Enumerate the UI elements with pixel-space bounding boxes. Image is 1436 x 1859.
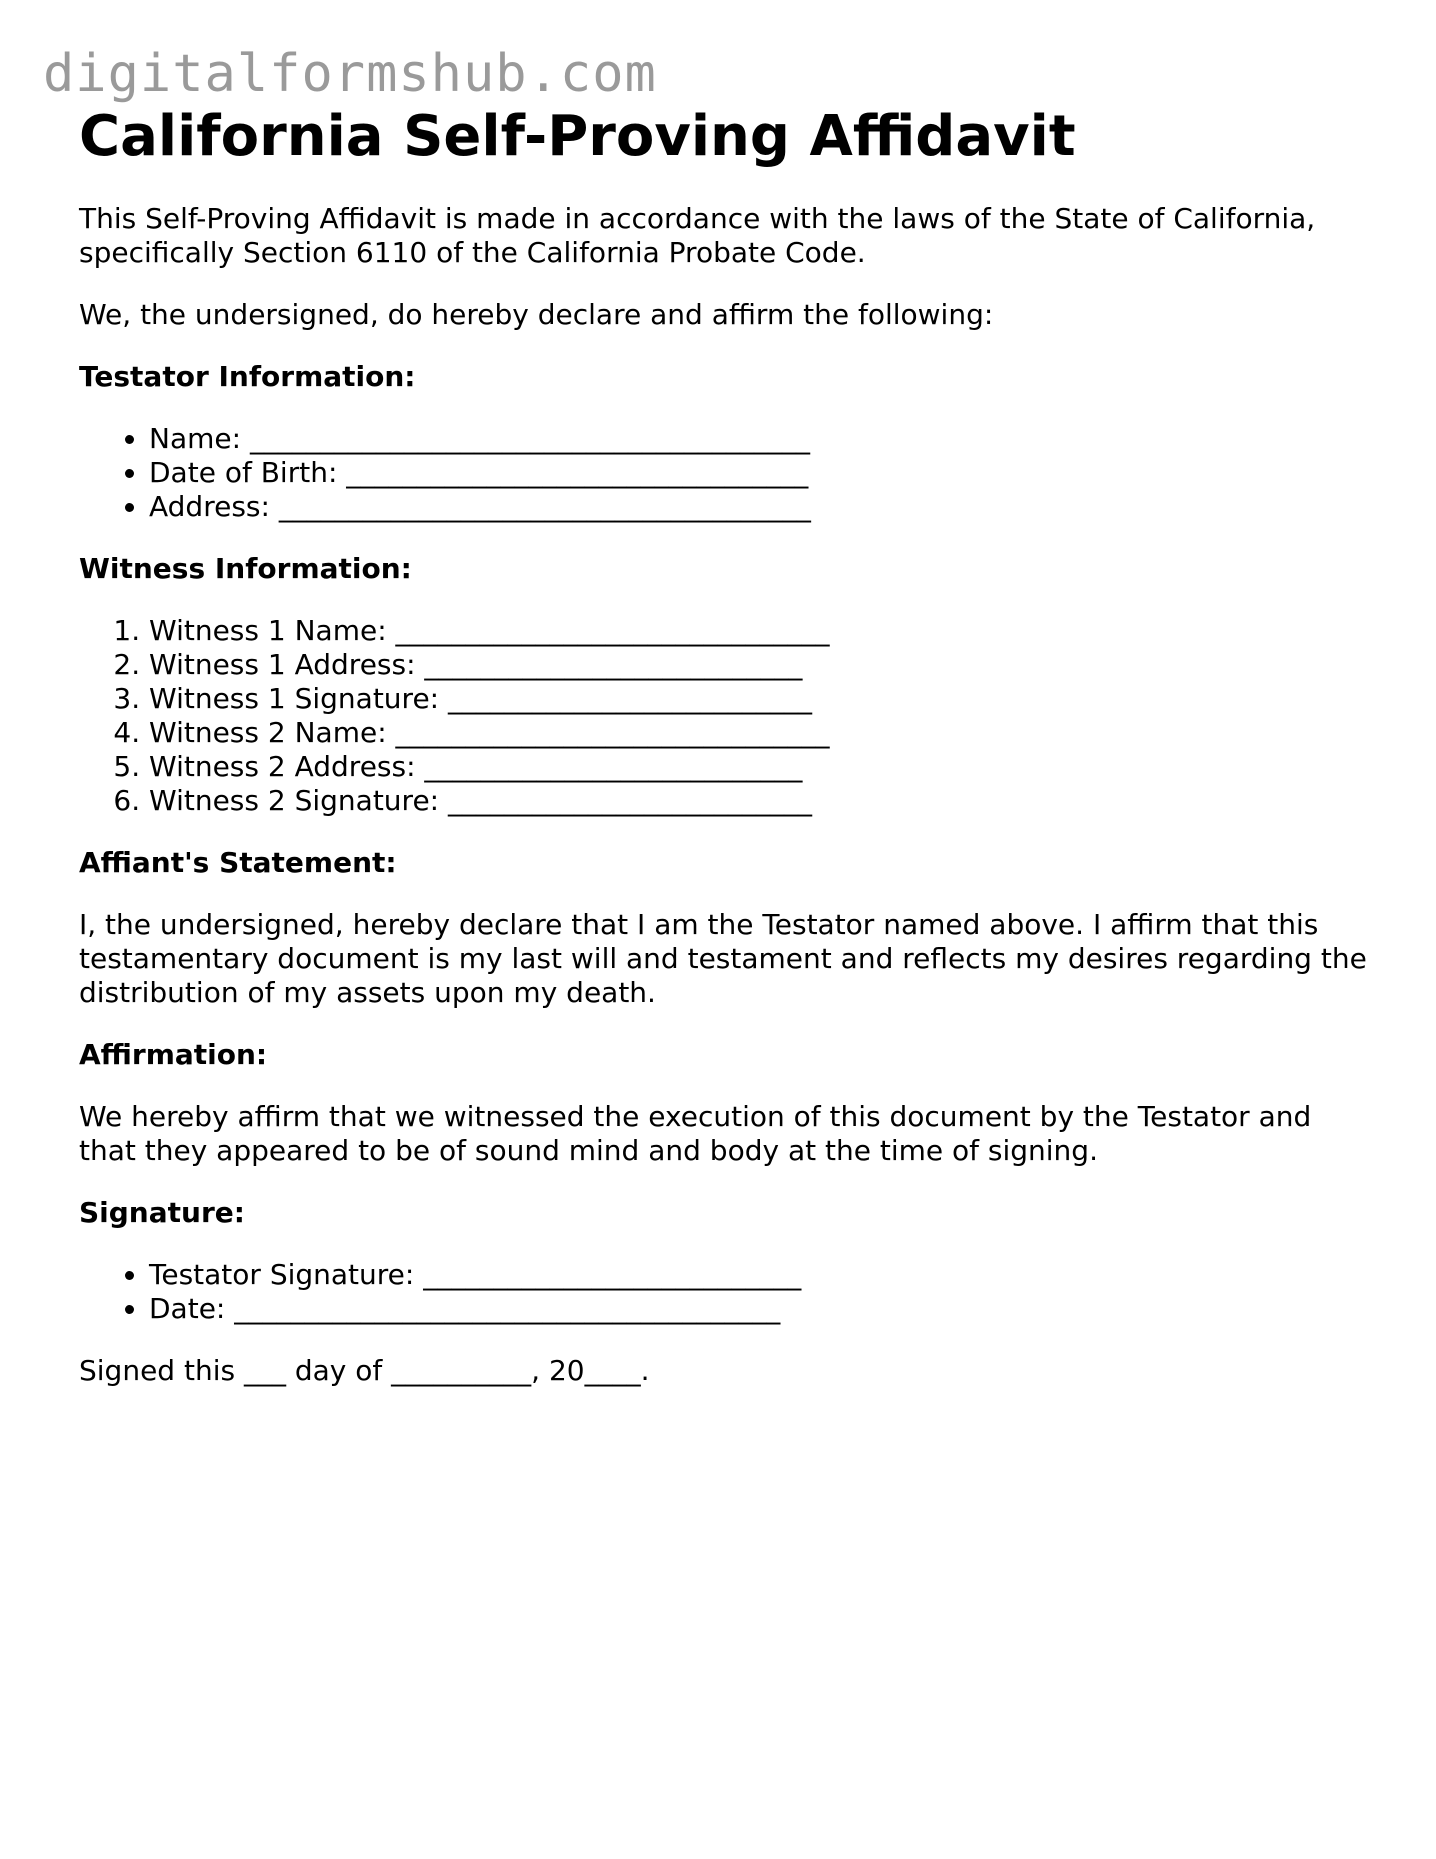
signature-heading: Signature: <box>79 1196 245 1229</box>
witness1-signature-field[interactable]: 3. Witness 1 Signature: __________________________ <box>149 682 1369 716</box>
testator-address-field[interactable]: • Address: ______________________________________ <box>149 490 1369 524</box>
affirmation-text: We hereby affirm that we witnessed the execution of this document by the Testator and that they appeared to be of sound mind and body at the time of signing. <box>79 1100 1312 1167</box>
testator-heading: Testator Information: <box>79 360 416 393</box>
affiant-statement: I, the undersigned, hereby declare that I am the Testator named above. I affirm that this testamentary document is my last will and testament and reflects my desires regarding the distribution of my assets upon my death. <box>79 908 1367 1009</box>
testator-dob-field[interactable]: • Date of Birth: _________________________________ <box>149 456 1369 490</box>
witness2-name-field[interactable]: 4. Witness 2 Name: _______________________________ <box>149 716 1369 750</box>
witness2-signature-field[interactable]: 6. Witness 2 Signature: __________________________ <box>149 784 1369 818</box>
document-title: California Self-Proving Affidavit <box>79 104 1076 169</box>
testator-list <box>79 422 1369 524</box>
intro-paragraph: This Self-Proving Affidavit is made in accordance with the laws of the State of California, specifically Section 6110 of the California Probate Code. <box>79 202 1316 269</box>
affirmation-heading: Affirmation: <box>79 1038 268 1071</box>
witness1-address-field[interactable]: 2. Witness 1 Address: ___________________________ <box>149 648 1369 682</box>
witness2-address-field[interactable]: 5. Witness 2 Address: ___________________________ <box>149 750 1369 784</box>
affiant-heading: Affiant's Statement: <box>79 846 397 879</box>
watermark: digitalformshub.com <box>43 44 657 104</box>
witness-heading: Witness Information: <box>79 552 412 585</box>
witness1-name-field[interactable]: 1. Witness 1 Name: _______________________________ <box>149 614 1369 648</box>
signature-date-field[interactable]: • Date: _______________________________________ <box>149 1292 1369 1326</box>
signature-list <box>79 1258 1369 1326</box>
testator-name-field[interactable]: • Name: ________________________________________ <box>149 422 1369 456</box>
testator-signature-field[interactable]: • Testator Signature: ___________________________ <box>149 1258 1369 1292</box>
declaration-paragraph: We, the undersigned, do hereby declare and affirm the following: <box>79 298 994 331</box>
witness-list <box>79 614 1369 818</box>
signed-date-line[interactable]: Signed this ___ day of __________, 20____. <box>79 1354 650 1387</box>
document-page <box>79 98 1369 1388</box>
